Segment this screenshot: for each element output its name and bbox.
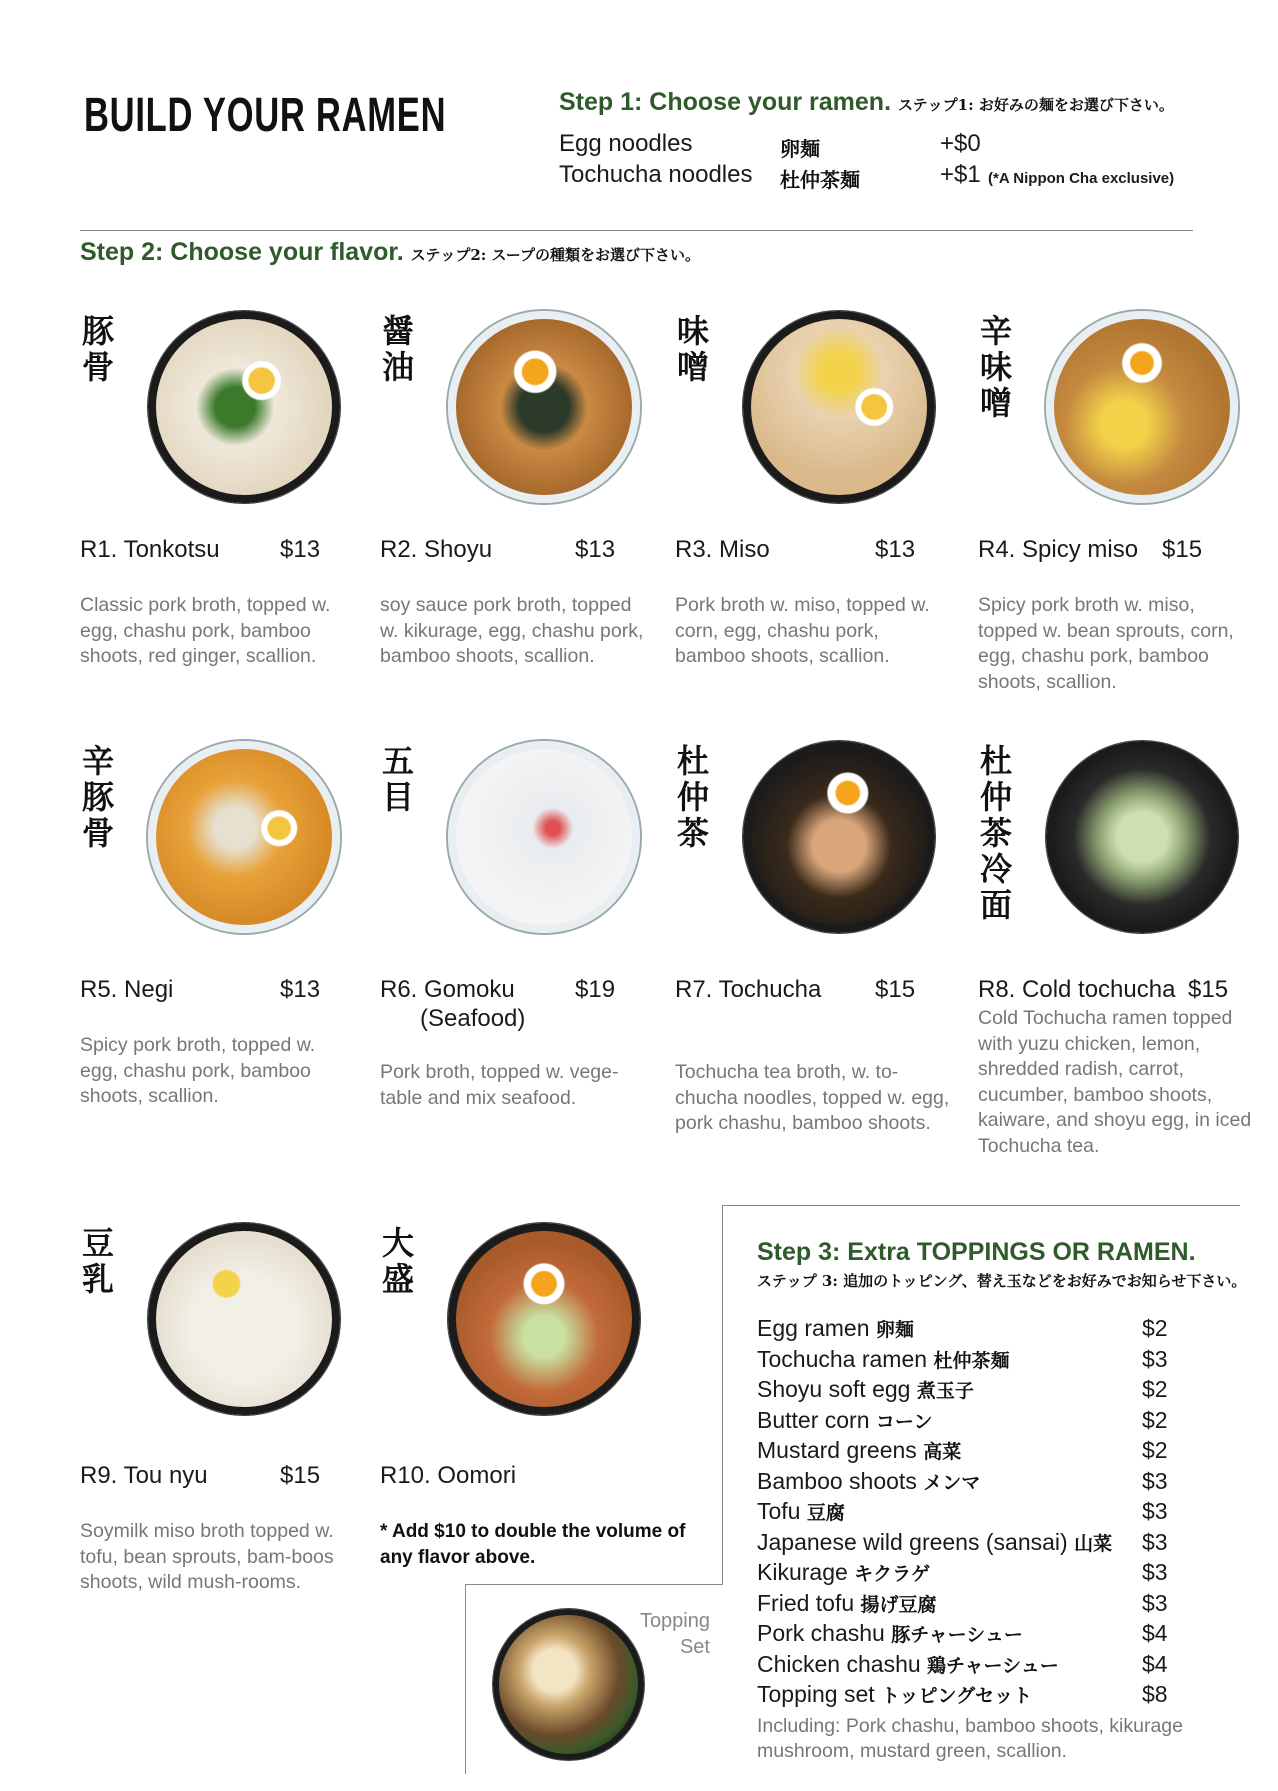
- topping-name: Kikurage: [757, 1559, 848, 1585]
- topping-jp: キクラゲ: [854, 1563, 931, 1585]
- flavor-name: R9. Tou nyu: [80, 1462, 208, 1489]
- topping-jp: 卵麺: [875, 1319, 914, 1341]
- step3-title: Step 3: Extra TOPPINGS OR RAMEN.: [757, 1238, 1196, 1266]
- topping-jp: 山菜: [1074, 1532, 1113, 1555]
- step2-heading: [80, 238, 700, 267]
- topping-price: $4: [1142, 1650, 1168, 1677]
- noodle-note: (*A Nippon Cha exclusive): [988, 170, 1175, 187]
- flavor-kanji: 豚骨: [77, 314, 115, 386]
- step1-title-jp: ステップ1: お好みの麺をお選び下さい。: [897, 96, 1174, 114]
- flavor-kanji: 大盛: [377, 1226, 415, 1298]
- flavor-description: Pork broth, topped w. vege-table and mix seafood.: [380, 1061, 619, 1109]
- flavor-photo: [1046, 741, 1238, 933]
- flavor-price: $15: [1188, 976, 1229, 1003]
- topping-jp: 鶏チャーシュー: [927, 1654, 1059, 1677]
- flavor-description: Soymilk miso broth topped w. tofu, bean sprouts, bam-boos shoots, wild mush-rooms.: [80, 1520, 334, 1593]
- topping-name: Pork chashu: [757, 1620, 885, 1646]
- topping-jp: トッピングセット: [881, 1685, 1033, 1707]
- flavor-description: Cold Tochucha ramen topped with yuzu chicken, lemon, shredded radish, carrot, cucumber, bamboo shoots, kaiware, and shoyu egg, in iced Tochucha tea.: [978, 1007, 1252, 1157]
- topping-jp: メンマ: [923, 1471, 981, 1494]
- topping-name: Chicken chashu: [757, 1650, 921, 1677]
- flavor-kanji: 味噌: [672, 314, 710, 386]
- flavor-photo: [148, 1223, 340, 1415]
- topping-item: [757, 1405, 1177, 1436]
- flavor-photo: [148, 311, 340, 503]
- toppings-list: [757, 1313, 1177, 1710]
- flavor-kanji: 豆乳: [77, 1226, 115, 1298]
- topping-jp: 豆腐: [806, 1502, 845, 1524]
- topping-item: [757, 1618, 1177, 1649]
- topping-jp: 高菜: [923, 1441, 962, 1463]
- divider: [80, 230, 1193, 231]
- topping-name: Tochucha ramen: [757, 1345, 928, 1372]
- topping-price: $8: [1142, 1681, 1168, 1707]
- topping-item: [757, 1649, 1177, 1680]
- topping-price: $2: [1142, 1315, 1168, 1341]
- flavor-description: Pork broth w. miso, topped w. corn, egg, chashu pork, bamboo shoots, scallion.: [675, 594, 930, 667]
- flavor-photo: [448, 1223, 640, 1415]
- topping-item: [757, 1496, 1177, 1527]
- flavor-kanji: 辛豚骨: [77, 744, 115, 852]
- flavor-photo: [448, 311, 640, 503]
- topping-name: Egg ramen: [757, 1315, 870, 1341]
- topping-price: $4: [1142, 1620, 1168, 1646]
- flavor-name: R1. Tonkotsu: [80, 536, 220, 563]
- noodle-jp: 卵麺: [780, 137, 820, 161]
- flavor-price: $19: [575, 976, 616, 1003]
- noodle-jp: 杜仲茶麺: [780, 168, 860, 192]
- flavor-name: R6. Gomoku: [380, 976, 515, 1003]
- flavor-price: $15: [280, 1462, 321, 1489]
- topping-jp: 揚げ豆腐: [860, 1593, 937, 1616]
- topping-name: Tofu: [757, 1498, 801, 1524]
- flavor-description: Spicy pork broth, topped w. egg, chashu pork, bamboo shoots, scallion.: [80, 1034, 316, 1107]
- flavor-photo: [1046, 311, 1238, 503]
- noodle-price: +$0: [940, 130, 981, 157]
- page-title: BUILD YOUR RAMEN: [84, 89, 447, 142]
- step2-title-jp: ステップ2: スープの種類をお選び下さい。: [410, 246, 701, 264]
- topping-item: [757, 1527, 1177, 1558]
- flavor-photo: [448, 741, 640, 933]
- step1-heading: [559, 88, 1174, 117]
- topping-name: Mustard greens: [757, 1437, 917, 1463]
- topping-price: $2: [1142, 1376, 1168, 1402]
- topping-jp: 煮玉子: [916, 1380, 974, 1402]
- topping-set-note: Including: Pork chashu, bamboo shoots, kikurage mushroom, mustard green, scallion.: [757, 1715, 1184, 1762]
- topping-price: $3: [1142, 1559, 1168, 1585]
- flavor-kanji: 辛味噌: [975, 314, 1013, 422]
- noodle-name: Egg noodles: [559, 130, 693, 157]
- flavor-kanji: 杜仲茶冷面: [975, 744, 1013, 924]
- flavor-description: Spicy pork broth w. miso, topped w. bean sprouts, corn, egg, chashu pork, bamboo shoots, scallion.: [978, 594, 1234, 693]
- topping-item: [757, 1313, 1177, 1344]
- topping-price: $3: [1142, 1528, 1168, 1555]
- flavor-subtitle: (Seafood): [420, 1005, 526, 1032]
- flavor-photo: [148, 741, 340, 933]
- topping-name: Shoyu soft egg: [757, 1376, 911, 1402]
- flavor-price: $13: [575, 536, 616, 563]
- topping-item: [757, 1679, 1177, 1710]
- topping-item: [757, 1466, 1177, 1497]
- flavor-price: $13: [280, 976, 321, 1003]
- topping-name: Bamboo shoots: [757, 1467, 917, 1494]
- topping-name: Fried tofu: [757, 1589, 855, 1616]
- flavor-description: soy sauce pork broth, topped w. kikurage, egg, chashu pork, bamboo shoots, scallion.: [380, 594, 644, 667]
- flavor-price: $13: [875, 536, 916, 563]
- flavor-kanji: 杜仲茶: [672, 744, 710, 852]
- noodle-name: Tochucha noodles: [559, 161, 753, 188]
- flavor-description: Tochucha tea broth, w. to-chucha noodles, topped w. egg, pork chashu, bamboo shoots.: [675, 1061, 950, 1134]
- step1-title: Step 1: Choose your ramen.: [559, 88, 892, 116]
- flavor-price: $15: [1162, 536, 1203, 563]
- topping-item: [757, 1588, 1177, 1619]
- topping-price: $2: [1142, 1406, 1168, 1433]
- topping-price: $2: [1142, 1437, 1168, 1463]
- topping-set-photo: [493, 1609, 644, 1760]
- topping-name: Butter corn: [757, 1406, 870, 1433]
- noodle-price: +$1: [940, 161, 981, 188]
- topping-item: [757, 1374, 1177, 1405]
- topping-item: [757, 1344, 1177, 1375]
- topping-name: Topping set: [757, 1681, 875, 1707]
- flavor-name: R10. Oomori: [380, 1462, 517, 1489]
- flavor-name: R3. Miso: [675, 536, 770, 563]
- flavor-name: R4. Spicy miso: [978, 536, 1139, 563]
- topping-name: Japanese wild greens (sansai): [757, 1528, 1068, 1555]
- topping-price: $3: [1142, 1345, 1168, 1372]
- topping-jp: 豚チャーシュー: [891, 1624, 1023, 1646]
- topping-price: $3: [1142, 1498, 1168, 1524]
- step3-title-jp: ステップ 3: 追加のトッピング、替え玉などをお好みでお知らせ下さい。: [757, 1272, 1247, 1290]
- flavor-kanji: 五目: [377, 744, 415, 816]
- flavor-kanji: 醤油: [377, 314, 415, 386]
- topping-jp: コーン: [875, 1410, 933, 1433]
- noodle-row: [559, 130, 692, 158]
- flavor-photo: [743, 311, 935, 503]
- flavor-name: R2. Shoyu: [380, 536, 493, 563]
- flavor-name: R8. Cold tochucha: [978, 976, 1176, 1003]
- topping-item: [757, 1557, 1177, 1588]
- flavor-description: Classic pork broth, topped w. egg, chashu pork, bamboo shoots, red ginger, scallion.: [80, 594, 331, 667]
- topping-price: $3: [1142, 1467, 1168, 1494]
- flavor-name: R5. Negi: [80, 976, 174, 1003]
- flavor-price: $15: [875, 976, 916, 1003]
- step2-title: Step 2: Choose your flavor.: [80, 238, 404, 266]
- topping-item: [757, 1435, 1177, 1466]
- topping-jp: 杜仲茶麺: [933, 1349, 1010, 1372]
- flavor-name: R7. Tochucha: [675, 976, 822, 1003]
- flavor-photo: [743, 741, 935, 933]
- flavor-description: * Add $10 to double the volume of any flavor above.: [380, 1521, 686, 1568]
- flavor-price: $13: [280, 536, 321, 563]
- topping-price: $3: [1142, 1589, 1168, 1616]
- topping-set-label: Topping Set: [639, 1610, 710, 1658]
